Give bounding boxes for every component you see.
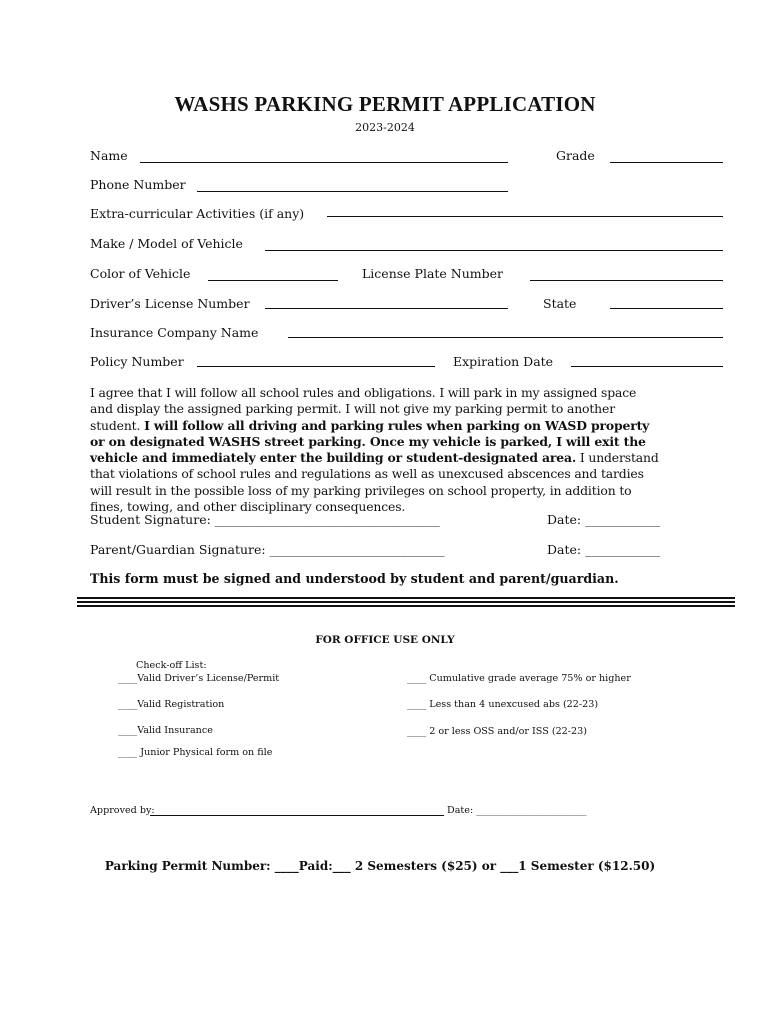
checkoff-grade-average[interactable]: ____ Cumulative grade average 75% or higher	[407, 673, 631, 684]
checkoff-insurance[interactable]: ____Valid Insurance	[118, 725, 213, 736]
color-label: Color of Vehicle	[90, 266, 191, 281]
approved-by-label: Approved by:	[90, 805, 155, 816]
checkoff-physical[interactable]: ____ Junior Physical form on file	[118, 747, 273, 758]
agreement-bold-text: I will follow all driving and parking rules when parking on WASD property or on designated WASHS street parking. Once my vehicle is parked, I will exit the vehicle and immediately enter the building or student-designated area.	[90, 417, 650, 466]
expiration-label: Expiration Date	[453, 354, 554, 369]
divider-rule-top	[77, 597, 735, 599]
checkoff-suspensions[interactable]: ____ 2 or less OSS and/or ISS (22-23)	[407, 726, 587, 737]
agreement-paragraph	[90, 385, 660, 515]
parent-date[interactable]: Date: ____________	[547, 542, 661, 557]
checkoff-unexcused-absences[interactable]: ____ Less than 4 unexcused abs (22-23)	[407, 699, 599, 710]
activities-label: Extra-curricular Activities (if any)	[90, 206, 305, 221]
signature-notice: This form must be signed and understood by student and parent/guardian.	[90, 571, 619, 586]
approval-date[interactable]: Date: _______________________	[447, 805, 587, 816]
checkoff-heading: Check-off List:	[136, 660, 207, 671]
grade-label: Grade	[556, 148, 595, 163]
color-field[interactable]	[208, 280, 338, 281]
student-date[interactable]: Date: ____________	[547, 512, 661, 527]
expiration-field[interactable]	[571, 366, 723, 367]
page-title: WASHS PARKING PERMIT APPLICATION	[174, 92, 596, 116]
make-model-field[interactable]	[265, 250, 723, 251]
agreement-text-1: I agree that I will follow all school rules and obligations. I will park in my assigned space and display the assigned parking permit. I will not give my parking permit to another student.	[90, 385, 637, 433]
parking-permit-number: Parking Permit Number: ____Paid:___ 2 Semesters ($25) or ___1 Semester ($12.50)	[104, 859, 656, 873]
approved-by-field[interactable]	[150, 815, 444, 816]
activities-field[interactable]	[327, 216, 723, 217]
insurance-field[interactable]	[288, 337, 723, 338]
name-label: Name	[90, 148, 128, 163]
state-field[interactable]	[610, 308, 723, 309]
state-label: State	[543, 296, 577, 311]
student-signature[interactable]: Student Signature: ____________________________________	[90, 512, 440, 527]
license-field[interactable]	[265, 308, 508, 309]
divider-rule-bottom	[77, 605, 735, 607]
agreement-text-2: I understand that violations of school rules and regulations as well as unexcused abscences and tardies will result in the possible loss of my parking privileges on school property, in addition to fines, towing, and other disciplinary consequences.	[90, 450, 659, 515]
phone-label: Phone Number	[90, 177, 186, 192]
divider-rule-middle	[77, 601, 735, 603]
insurance-label: Insurance Company Name	[90, 325, 259, 340]
school-year: 2023-2024	[355, 121, 415, 134]
policy-field[interactable]	[197, 366, 435, 367]
checkoff-registration[interactable]: ____Valid Registration	[118, 699, 225, 710]
phone-field[interactable]	[197, 191, 508, 192]
name-field[interactable]	[140, 162, 508, 163]
make-model-label: Make / Model of Vehicle	[90, 236, 243, 251]
license-label: Driver’s License Number	[90, 296, 250, 311]
policy-label: Policy Number	[90, 354, 184, 369]
grade-field[interactable]	[610, 162, 723, 163]
checkoff-license[interactable]: ____Valid Driver’s License/Permit	[118, 673, 280, 684]
plate-label: License Plate Number	[362, 266, 504, 281]
parent-signature[interactable]: Parent/Guardian Signature: ____________________________	[90, 542, 445, 557]
office-use-title: FOR OFFICE USE ONLY	[315, 634, 455, 646]
plate-field[interactable]	[530, 280, 723, 281]
